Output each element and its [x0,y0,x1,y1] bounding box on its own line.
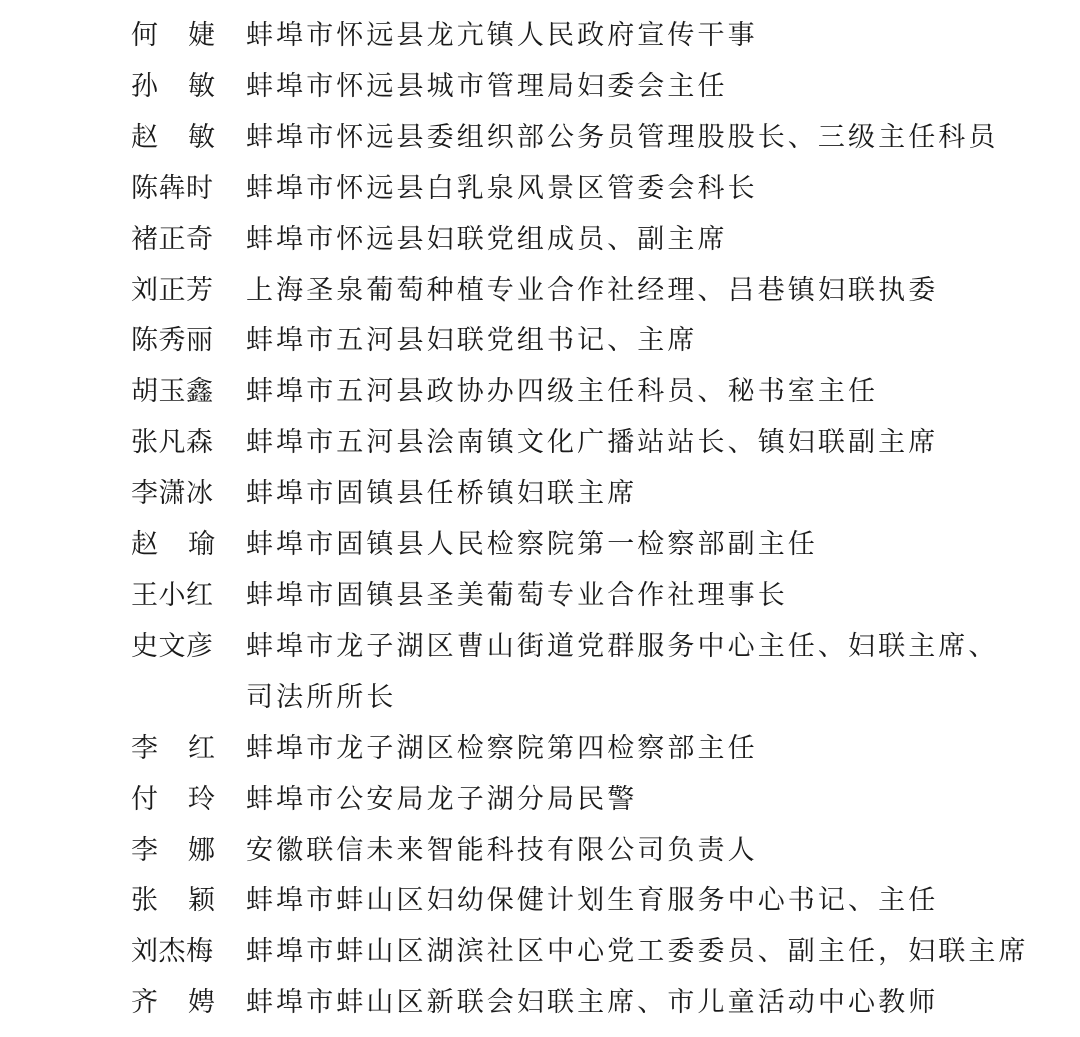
member-name: 刘正芳 [131,274,214,306]
member-name: 胡玉鑫 [131,376,214,408]
member-name: 齐娉 [131,987,245,1019]
member-list [131,11,1031,1029]
list-item [131,622,1031,724]
member-name: 孙敏 [131,70,245,102]
member-name: 张颖 [131,885,245,917]
member-position: 蚌埠市龙子湖区曹山街道党群服务中心主任、妇联主席、 司法所所长 [246,630,999,713]
member-position: 蚌埠市五河县浍南镇文化广播站站长、镇妇联副主席 [246,427,939,459]
list-item [131,113,1031,164]
member-position: 蚌埠市怀远县城市管理局妇委会主任 [246,70,728,102]
list-item [131,876,1031,927]
list-item [131,775,1031,826]
member-name: 史文彦 [131,630,214,662]
member-name: 陈犇时 [131,172,214,204]
list-item [131,571,1031,622]
member-position: 蚌埠市蚌山区新联会妇联主席、市儿童活动中心教师 [246,987,939,1019]
list-item [131,316,1031,367]
member-position: 蚌埠市蚌山区湖滨社区中心党工委委员、副主任，妇联主席 [246,936,1029,968]
list-item [131,826,1031,877]
list-item [131,164,1031,215]
member-name: 付玲 [131,783,245,815]
list-item [131,367,1031,418]
member-position: 蚌埠市怀远县白乳泉风景区管委会科长 [246,172,758,204]
list-item [131,978,1031,1029]
member-name: 赵敏 [131,121,245,153]
member-name: 褚正奇 [131,223,214,255]
member-position: 上海圣泉葡萄种植专业合作社经理、吕巷镇妇联执委 [246,274,939,306]
member-position: 蚌埠市公安局龙子湖分局民警 [246,783,638,815]
list-item [131,11,1031,62]
list-item [131,927,1031,978]
member-position: 安徽联信未来智能科技有限公司负责人 [246,834,758,866]
list-item [131,469,1031,520]
member-position: 蚌埠市固镇县任桥镇妇联主席 [246,478,638,510]
member-name: 张凡森 [131,427,214,459]
member-name: 陈秀丽 [131,325,214,357]
list-item [131,724,1031,775]
member-name: 刘杰梅 [131,936,214,968]
member-name: 王小红 [131,579,214,611]
list-item [131,520,1031,571]
member-name: 李娜 [131,834,245,866]
member-position: 蚌埠市龙子湖区检察院第四检察部主任 [246,732,758,764]
list-item [131,266,1031,317]
member-position: 蚌埠市蚌山区妇幼保健计划生育服务中心书记、主任 [246,885,939,917]
member-position: 蚌埠市五河县政协办四级主任科员、秘书室主任 [246,376,879,408]
member-position: 蚌埠市固镇县人民检察院第一检察部副主任 [246,529,818,561]
member-position: 蚌埠市怀远县委组织部公务员管理股股长、三级主任科员 [246,121,999,153]
list-item [131,418,1031,469]
member-name: 何婕 [131,20,245,51]
member-position: 蚌埠市怀远县龙亢镇人民政府宣传干事 [246,20,758,51]
list-item [131,62,1031,113]
list-item [131,215,1031,266]
member-position: 蚌埠市五河县妇联党组书记、主席 [246,325,698,357]
member-name: 李红 [131,732,245,764]
member-name: 李潇冰 [131,478,214,510]
member-name: 赵瑜 [131,529,245,561]
member-position: 蚌埠市固镇县圣美葡萄专业合作社理事长 [246,579,788,611]
member-position: 蚌埠市怀远县妇联党组成员、副主席 [246,223,728,255]
